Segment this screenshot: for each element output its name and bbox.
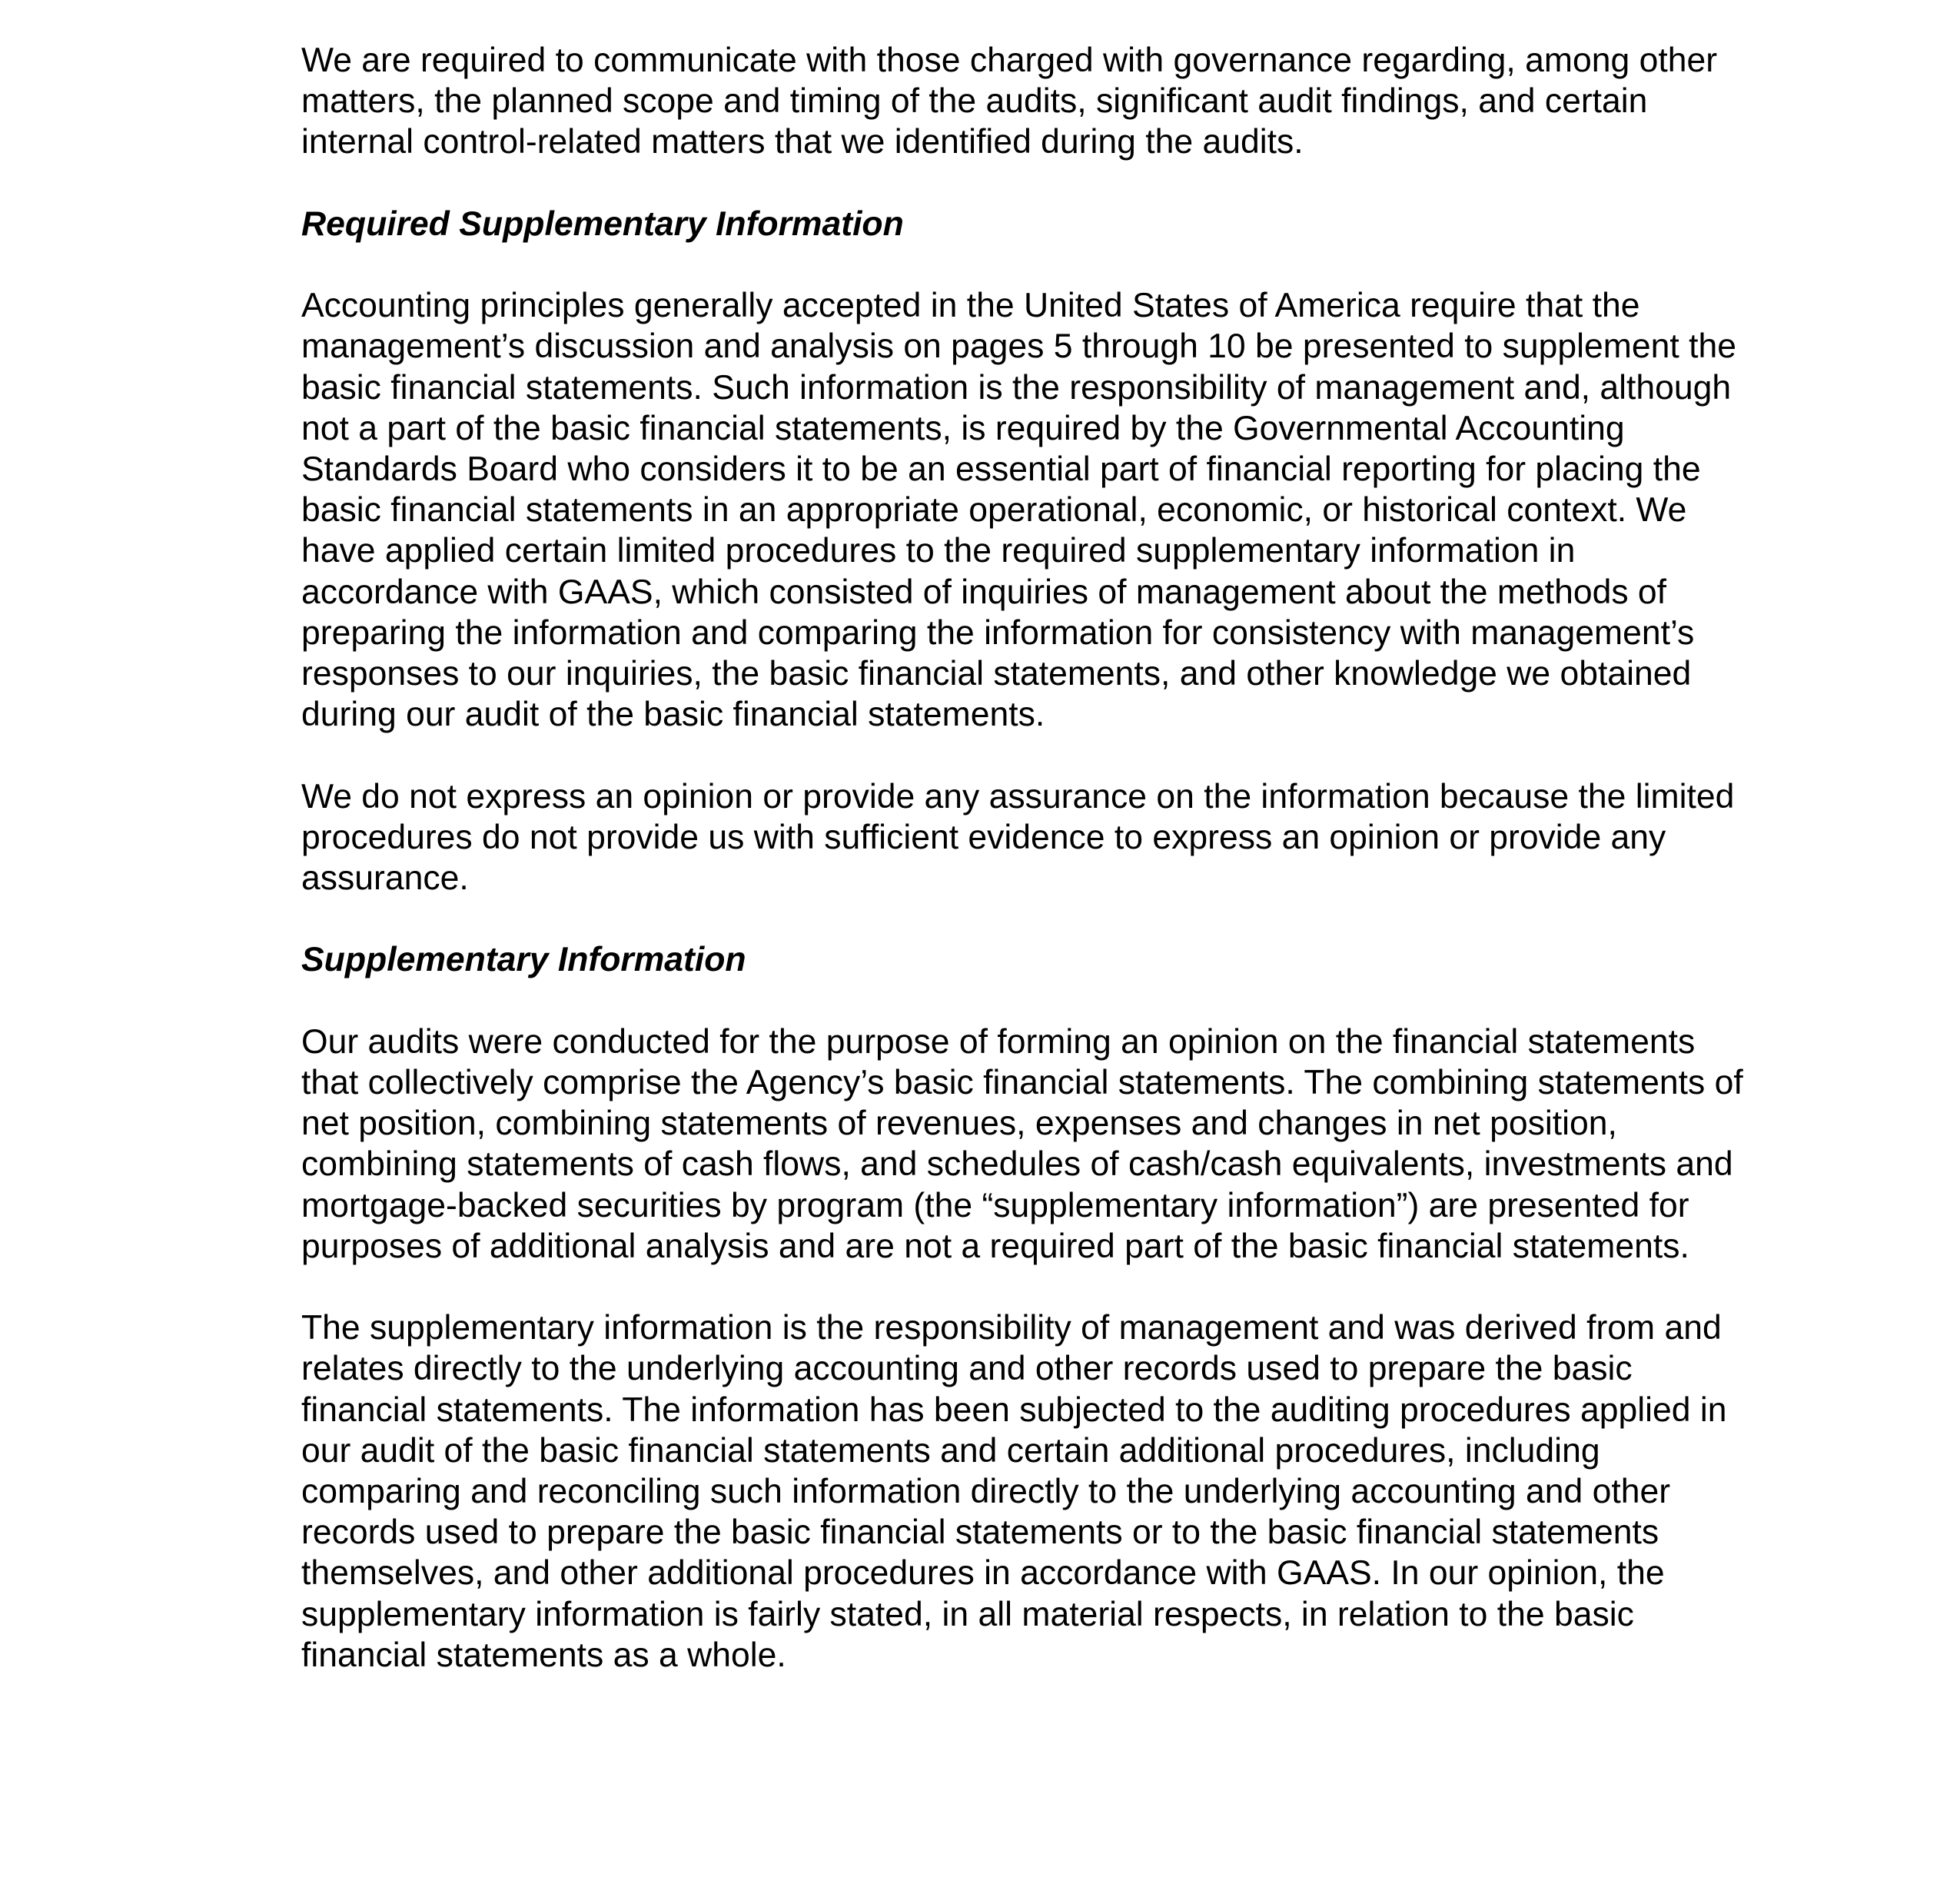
text-line: our audit of the basic financial statements and certain additional procedures, including <box>301 1431 1600 1470</box>
si-paragraph-1 <box>301 1022 1846 1267</box>
text-line: We are required to communicate with those charged with governance regarding, among other <box>301 42 1718 79</box>
text-line: We do not express an opinion or provide any assurance on the information because the limited <box>301 777 1735 816</box>
text-line: financial statements as a whole. <box>301 1636 786 1674</box>
text-line: responses to our inquiries, the basic financial statements, and other knowledge we obtained <box>301 655 1692 693</box>
text-line: procedures do not provide us with sufficient evidence to express an opinion or provide any <box>301 818 1666 856</box>
required-supplementary-information-heading: Required Supplementary Information <box>301 204 904 243</box>
text-line: supplementary information is fairly stated, in all material respects, in relation to the basic <box>301 1595 1634 1633</box>
text-line: internal control-related matters that we identified during the audits. <box>301 123 1304 161</box>
document-page <box>301 40 1846 1676</box>
text-line: The supplementary information is the responsibility of management and was derived from and <box>301 1309 1722 1347</box>
text-line: preparing the information and comparing the information for consistency with management’s <box>301 613 1695 652</box>
text-line: during our audit of the basic financial statements. <box>301 696 1045 734</box>
text-line: themselves, and other additional procedures in accordance with GAAS. In our opinion, the <box>301 1554 1665 1593</box>
text-line: records used to prepare the basic financial statements or to the basic financial statements <box>301 1513 1659 1552</box>
text-line: basic financial statements in an appropriate operational, economic, or historical context. We <box>301 491 1687 530</box>
text-line: accordance with GAAS, which consisted of inquiries of management about the methods of <box>301 573 1667 611</box>
text-line: mortgage-backed securities by program (the “supplementary information”) are presented for <box>301 1186 1689 1224</box>
intro-paragraph <box>301 40 1846 163</box>
text-line: purposes of additional analysis and are not a required part of the basic financial statements. <box>301 1227 1689 1265</box>
text-line: Accounting principles generally accepted in the United States of America require that the <box>301 287 1640 325</box>
text-line: management’s discussion and analysis on pages 5 through 10 be presented to supplement the <box>301 327 1736 366</box>
rsi-paragraph-1 <box>301 285 1846 735</box>
text-line: that collectively comprise the Agency’s basic financial statements. The combining statements of <box>301 1064 1743 1101</box>
text-line: have applied certain limited procedures to the required supplementary information in <box>301 532 1576 570</box>
text-line: relates directly to the underlying accounting and other records used to prepare the basic <box>301 1350 1633 1388</box>
si-paragraph-2 <box>301 1307 1846 1676</box>
text-line: Our audits were conducted for the purpose of forming an opinion on the financial statements <box>301 1022 1696 1061</box>
text-line: Standards Board who considers it to be an essential part of financial reporting for placing the <box>301 450 1701 488</box>
text-line: combining statements of cash flows, and schedules of cash/cash equivalents, investments and <box>301 1145 1733 1184</box>
supplementary-information-heading: Supplementary Information <box>301 941 746 979</box>
text-line: assurance. <box>301 859 469 898</box>
text-line: not a part of the basic financial statements, is required by the Governmental Accounting <box>301 409 1625 447</box>
text-line: financial statements. The information has been subjected to the auditing procedures applied in <box>301 1390 1727 1429</box>
text-line: comparing and reconciling such information directly to the underlying accounting and other <box>301 1473 1671 1511</box>
text-line: basic financial statements. Such information is the responsibility of management and, although <box>301 368 1732 407</box>
text-line: matters, the planned scope and timing of the audits, significant audit findings, and certain <box>301 82 1648 121</box>
text-line: net position, combining statements of revenues, expenses and changes in net position, <box>301 1105 1617 1143</box>
rsi-paragraph-2 <box>301 776 1846 899</box>
